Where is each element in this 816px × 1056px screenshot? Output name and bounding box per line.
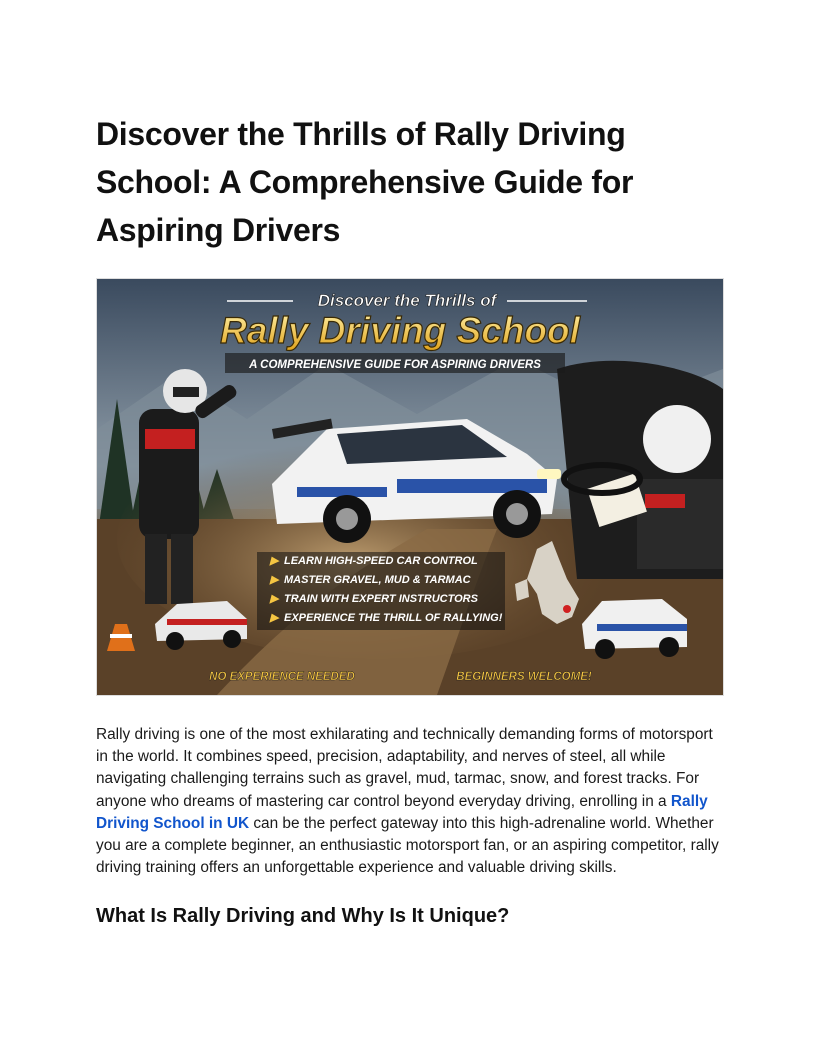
rally-school-link[interactable]: Rally Driving School in UK — [96, 792, 708, 832]
co-driver-figure — [557, 361, 723, 579]
hero-badge-left: NO EXPERIENCE NEEDED — [209, 671, 355, 683]
intro-paragraph — [96, 724, 726, 879]
hero-bullet-arrow: ▶ — [270, 593, 279, 605]
hero-top-line: Discover the Thrills of — [317, 291, 497, 310]
hero-bullet-arrow: ▶ — [270, 612, 279, 624]
hero-image — [96, 278, 724, 696]
hero-bullet-2: MASTER GRAVEL, MUD & TARMAC — [284, 574, 471, 586]
hero-main-title: Rally Driving School — [220, 310, 580, 351]
hero-badge-right: BEGINNERS WELCOME! — [456, 671, 592, 683]
hero-bullet-arrow: ▶ — [270, 574, 279, 586]
hero-bullet-1: LEARN HIGH-SPEED CAR CONTROL — [284, 555, 478, 567]
intro-text-before-link: Rally driving is one of the most exhilarating and technically demanding forms of motorsport in the world. It combines speed, precision, adaptability, and nerves of steel, all while navigating challenging terrains such as gravel, mud, tarmac, snow, and forest tracks. For anyone who dreams of mastering car control beyond everyday driving, enrolling in a — [96, 726, 713, 810]
hero-bullet-3: TRAIN WITH EXPERT INSTRUCTORS — [284, 593, 478, 605]
article — [96, 110, 722, 928]
hero-bullet-4: EXPERIENCE THE THRILL OF RALLYING! — [284, 612, 503, 624]
hero-subtitle: A COMPREHENSIVE GUIDE FOR ASPIRING DRIVERS — [249, 359, 541, 371]
intro-text-after-link: can be the perfect gateway into this high-adrenaline world. Whether you are a complete beginner, an enthusiastic motorsport fan, or an aspiring competitor, rally driving training offers an unforgettable experience and valuable driving skills. — [96, 814, 719, 877]
hero-bullet-arrow: ▶ — [270, 555, 279, 567]
section-heading: What Is Rally Driving and Why Is It Unique? — [96, 905, 510, 928]
page-title: Discover the Thrills of Rally Driving School: A Comprehensive Guide for Aspiring Drivers — [96, 116, 634, 248]
